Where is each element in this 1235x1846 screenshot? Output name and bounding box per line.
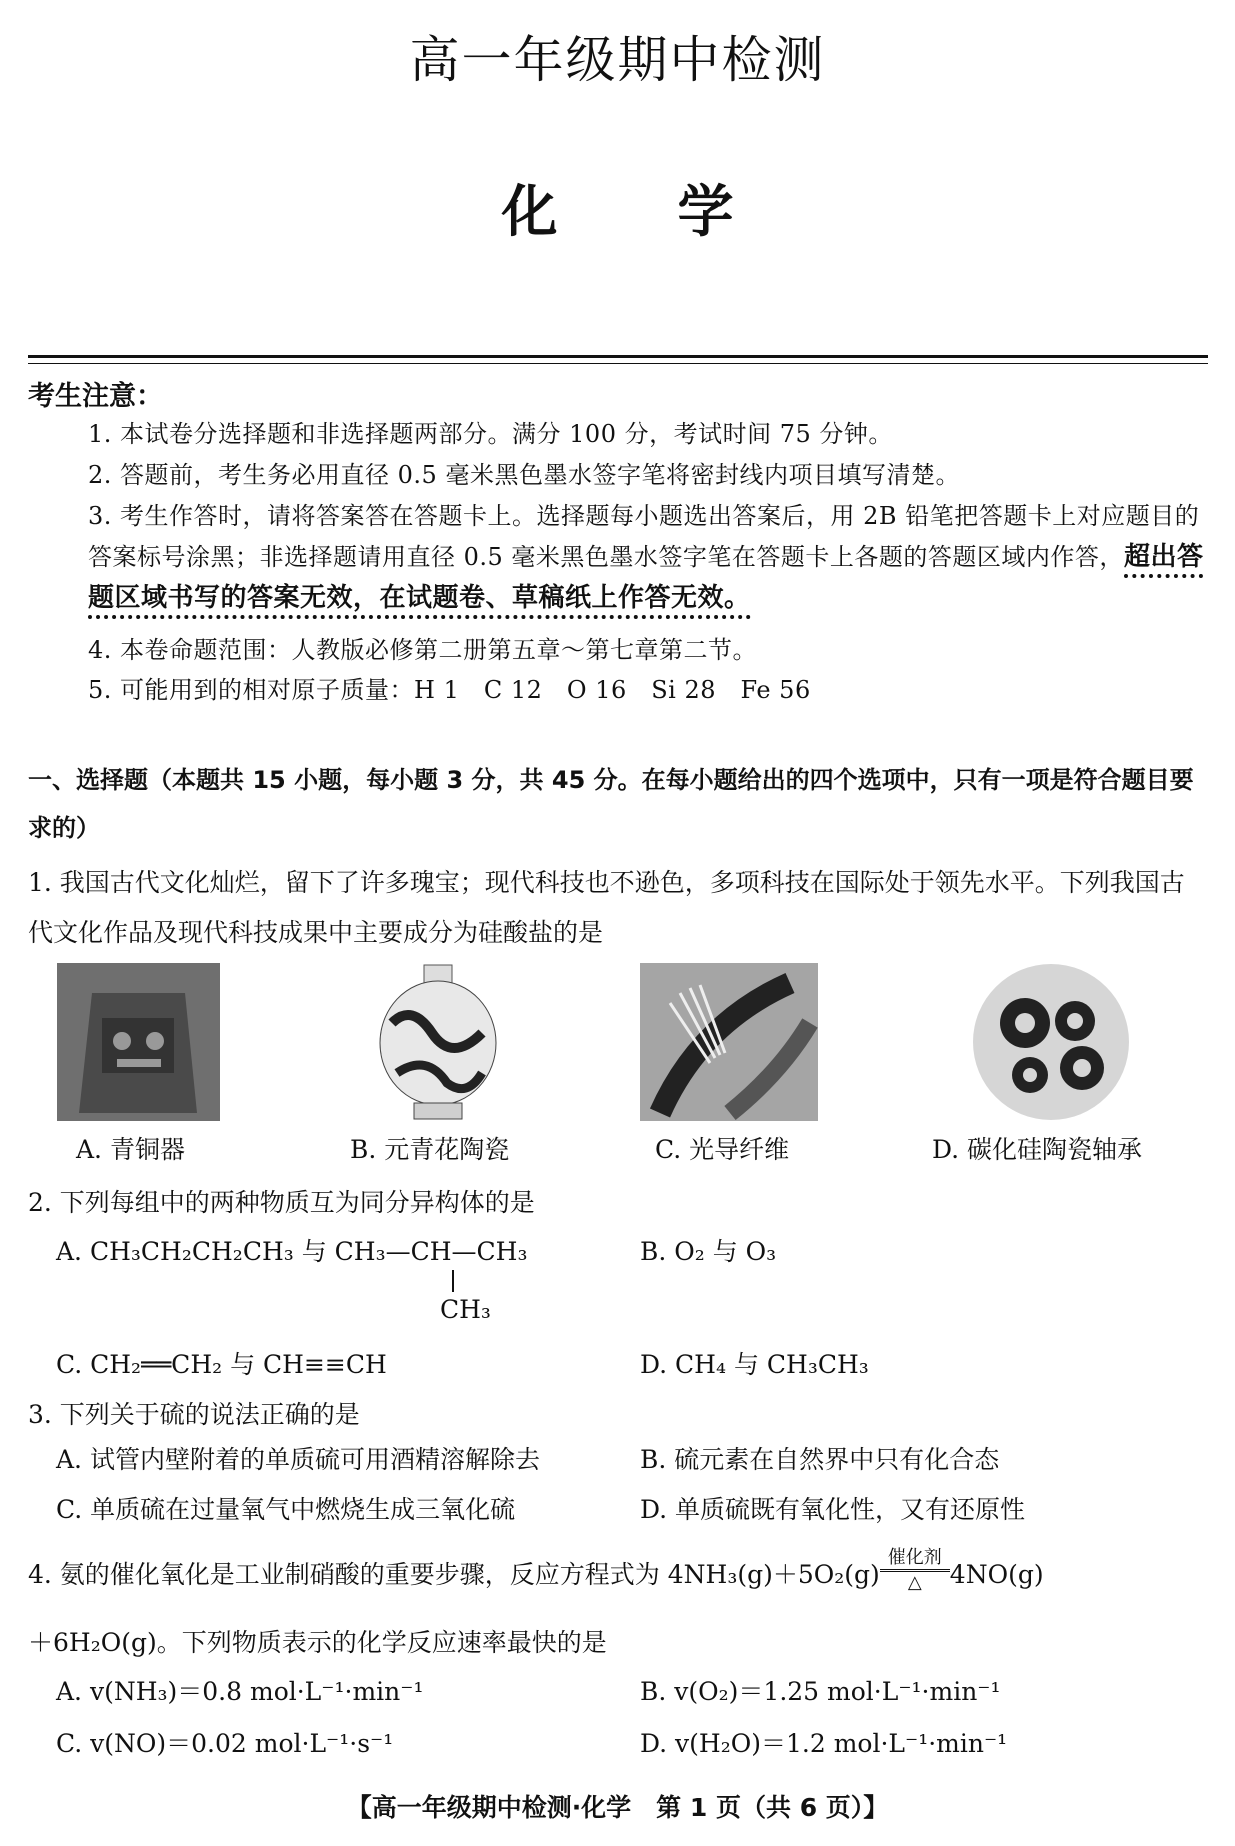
q2-option-a-branch: CH₃ <box>440 1295 491 1324</box>
subject-title: 化学 <box>501 180 854 245</box>
q3-option-a: A. 试管内壁附着的单质硫可用酒精溶解除去 <box>56 1445 540 1474</box>
q2-option-c: C. CH₂══CH₂ 与 CH≡≡CH <box>56 1350 387 1379</box>
q2-stem: 2. 下列每组中的两种物质互为同分异构体的是 <box>28 1188 535 1217</box>
q4-stem-part1: 4. 氨的催化氧化是工业制硝酸的重要步骤，反应方程式为 4NH₃(g)＋5O₂(g) <box>28 1560 880 1589</box>
q4-stem <box>28 1547 1208 1600</box>
page-footer: 【高一年级期中检测·化学 第 1 页（共 6 页）】 <box>346 1793 889 1822</box>
optical-fiber-image <box>640 963 818 1121</box>
optical-fiber-icon <box>640 963 818 1121</box>
q2-option-a <box>56 1232 528 1272</box>
header-rule-thick <box>28 355 1208 358</box>
q3-option-c: C. 单质硫在过量氧气中燃烧生成三氧化硫 <box>56 1495 516 1524</box>
q4-stem-part2: 4NO(g) <box>949 1560 1044 1589</box>
notice-emphasis: 超出答题区域书写的答案无效，在试题卷、草稿纸上作答无效。 <box>88 542 1203 619</box>
q1-stem: 1. 我国古代文化灿烂，留下了许多瑰宝；现代科技也不逊色，多项科技在国际处于领先水平。下列我国古代文化作品及现代科技成果中主要成分为硅酸盐的是 <box>28 868 1185 947</box>
ceramic-bearing-icon <box>970 963 1133 1121</box>
notice-item-3 <box>88 496 1208 619</box>
q4-option-d: D. v(H₂O)＝1.2 mol·L⁻¹·min⁻¹ <box>640 1729 1008 1758</box>
porcelain-image <box>372 963 504 1121</box>
bronze-ware-icon <box>57 963 220 1121</box>
q3-stem: 3. 下列关于硫的说法正确的是 <box>28 1400 360 1429</box>
q2-option-d: D. CH₄ 与 CH₃CH₃ <box>640 1350 869 1379</box>
notice-item-5: 5. 可能用到的相对原子质量：H 1 C 12 O 16 Si 28 Fe 56 <box>88 676 811 704</box>
section-1-heading: 一、选择题（本题共 15 小题，每小题 3 分，共 45 分。在每小题给出的四个选项中，只有一项是符合题目要求的） <box>28 766 1194 842</box>
q4-option-b: B. v(O₂)＝1.25 mol·L⁻¹·min⁻¹ <box>640 1677 1001 1706</box>
q4-option-c: C. v(NO)＝0.02 mol·L⁻¹·s⁻¹ <box>56 1729 394 1758</box>
porcelain-vase-icon <box>372 963 504 1121</box>
notice-item-2: 2. 答题前，考生务必用直径 0.5 毫米黑色墨水签字笔将密封线内项目填写清楚。 <box>88 461 960 489</box>
q2-option-a-text: CH₃CH₂CH₂CH₃ 与 CH₃—CH—CH₃ <box>89 1237 528 1266</box>
q4-heat: △ <box>907 1572 922 1593</box>
q3-option-b: B. 硫元素在自然界中只有化合态 <box>640 1445 1000 1474</box>
q4-stem-line2: ＋6H₂O(g)。下列物质表示的化学反应速率最快的是 <box>28 1628 607 1657</box>
bearing-image <box>970 963 1133 1121</box>
q1-option-a: A. 青铜器 <box>76 1135 185 1164</box>
q2-option-b: B. O₂ 与 O₃ <box>640 1237 777 1266</box>
q3-option-d: D. 单质硫既有氧化性，又有还原性 <box>640 1495 1026 1524</box>
q1-option-b: B. 元青花陶瓷 <box>350 1135 510 1164</box>
header-rule-thin <box>28 363 1208 364</box>
q2-option-a-prefix: A. <box>56 1237 83 1266</box>
bronze-image <box>57 963 220 1121</box>
q4-catalyst: 催化剂 <box>880 1547 950 1572</box>
notice-item-1: 1. 本试卷分选择题和非选择题两部分。满分 100 分，考试时间 75 分钟。 <box>88 420 893 448</box>
exam-title: 高一年级期中检测 <box>409 31 826 89</box>
q4-reaction-condition <box>880 1547 950 1594</box>
q1-option-c: C. 光导纤维 <box>655 1135 790 1164</box>
q2-branch-bond <box>452 1270 454 1292</box>
notice-heading: 考生注意： <box>28 381 163 412</box>
notice-item-4: 4. 本卷命题范围：人教版必修第二册第五章～第七章第二节。 <box>88 636 758 664</box>
q4-option-a: A. v(NH₃)＝0.8 mol·L⁻¹·min⁻¹ <box>56 1677 424 1706</box>
notice-item-3-text: 3. 考生作答时，请将答案答在答题卡上。选择题每小题选出答案后，用 2B 铅笔把答题卡上对应题目的答案标号涂黑；非选择题请用直径 0.5 毫米黑色墨水签字笔在答题卡上各题的答题区域内作答， <box>88 502 1200 571</box>
q1-option-d: D. 碳化硅陶瓷轴承 <box>932 1135 1143 1164</box>
